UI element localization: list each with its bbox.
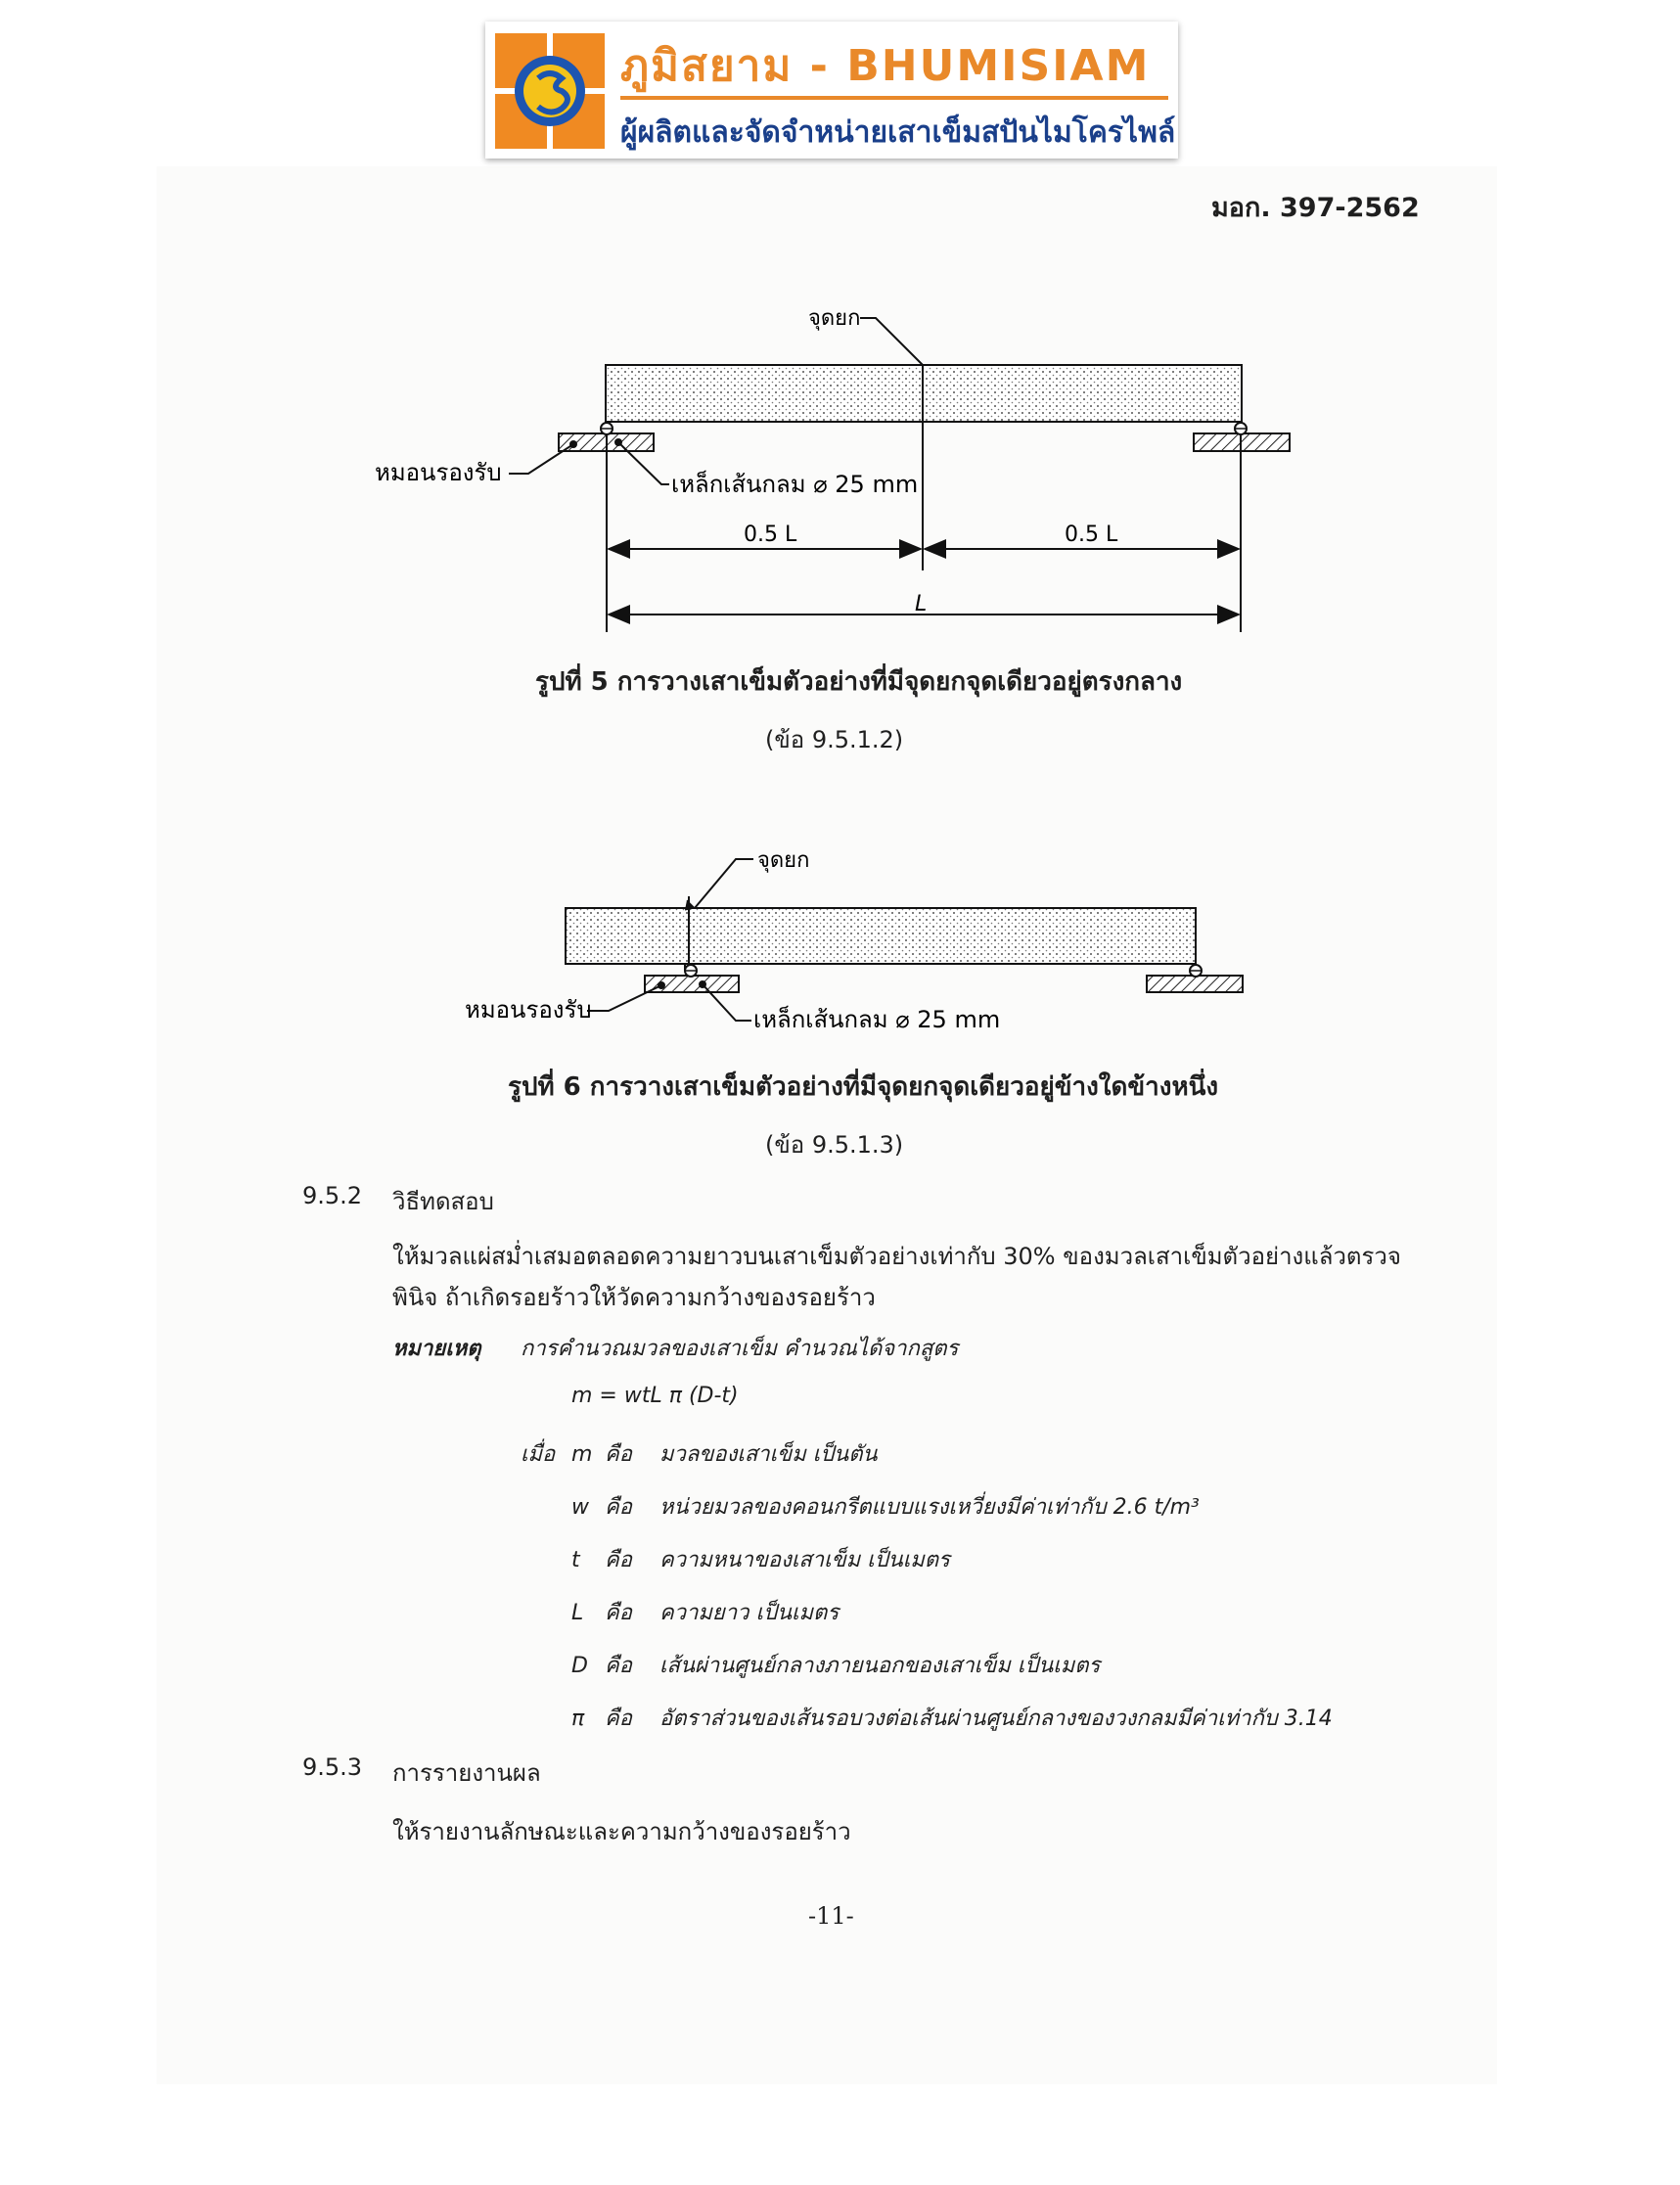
- figure6-support-label: หมอนรองรับ: [465, 996, 592, 1024]
- definition-is: คือ: [605, 1495, 632, 1520]
- definition-is: คือ: [605, 1707, 632, 1731]
- definition-is: คือ: [605, 1654, 632, 1678]
- definition-row: [571, 1595, 839, 1629]
- definition-symbol: w: [571, 1495, 589, 1520]
- page-number: -11-: [808, 1902, 854, 1930]
- definition-meaning: ความยาว เป็นเมตร: [659, 1601, 840, 1625]
- figure5-lift-label: จุดยก: [808, 306, 861, 331]
- mass-formula: m = wtL π (D-t): [571, 1384, 739, 1408]
- definition-meaning: ความหนาของเสาเข็ม เป็นเมตร: [659, 1548, 950, 1572]
- definition-meaning: มวลของเสาเข็ม เป็นตัน: [659, 1442, 878, 1467]
- figure5-steel-bar-label: เหล็กเส้นกลม ⌀ 25 mm: [671, 471, 919, 498]
- figure5-reference: (ข้อ 9.5.1.2): [765, 726, 904, 753]
- definition-symbol: π: [571, 1707, 585, 1731]
- figure5-length-label: L: [915, 592, 928, 616]
- figure6-support-right: [1147, 976, 1243, 992]
- definition-meaning: เส้นผ่านศูนย์กลางภายนอกของเสาเข็ม เป็นเมตร: [659, 1654, 1101, 1678]
- figure5-half-left-label: 0.5 L: [744, 523, 797, 547]
- definition-symbol: m: [571, 1442, 593, 1467]
- definition-row: [571, 1436, 878, 1471]
- definition-row: [571, 1489, 1200, 1524]
- section-952-number: 9.5.2: [302, 1182, 363, 1209]
- note-text: การคำนวณมวลของเสาเข็ม คำนวณได้จากสูตร: [521, 1337, 959, 1361]
- definition-is: คือ: [605, 1548, 632, 1572]
- definition-is: คือ: [605, 1601, 632, 1625]
- standard-number: มอก. 397-2562: [1211, 193, 1420, 223]
- logo-subtitle: ผู้ผลิตและจัดจำหน่ายเสาเข็มสปันไมโครไพล์: [620, 115, 1176, 150]
- definition-is: คือ: [605, 1442, 632, 1467]
- section-952-title: วิธีทดสอบ: [392, 1188, 494, 1215]
- note-label: หมายเหตุ: [392, 1337, 481, 1361]
- figure6-caption: รูปที่ 6 การวางเสาเข็มตัวอย่างที่มีจุดยกจุดเดียวอยู่ข้างใดข้างหนึ่ง: [508, 1072, 1219, 1102]
- definition-symbol: t: [571, 1548, 580, 1572]
- definition-row: [571, 1542, 950, 1576]
- figure6-reference: (ข้อ 9.5.1.3): [765, 1131, 904, 1159]
- figure5-caption: รูปที่ 5 การวางเสาเข็มตัวอย่างที่มีจุดยกจุดเดียวอยู่ตรงกลาง: [535, 667, 1183, 697]
- figure6-diagram: [0, 822, 1680, 1057]
- definition-symbol: L: [571, 1601, 584, 1625]
- definition-symbol: D: [571, 1654, 588, 1678]
- where-label: เมื่อ: [521, 1442, 556, 1467]
- section-952-para-line1: ให้มวลแผ่สม่ำเสมอตลอดความยาวบนเสาเข็มตัวอย่างเท่ากับ 30% ของมวลเสาเข็มตัวอย่างแล้วตรวจ: [392, 1243, 1401, 1270]
- figure5-diagram: [0, 0, 1680, 685]
- section-953-para: ให้รายงานลักษณะและความกว้างของรอยร้าว: [392, 1818, 851, 1845]
- section-952-para-line2: พินิจ ถ้าเกิดรอยร้าวให้วัดความกว้างของรอยร้าว: [392, 1284, 876, 1311]
- figure6-pile: [566, 908, 1196, 964]
- section-953-title: การรายงานผล: [392, 1759, 541, 1787]
- figure6-lift-label: จุดยก: [757, 848, 810, 873]
- section-953-number: 9.5.3: [302, 1753, 363, 1781]
- logo-title: ภูมิสยาม - BHUMISIAM: [620, 41, 1151, 91]
- figure5-half-right-label: 0.5 L: [1065, 523, 1118, 547]
- figure6-steel-bar-label: เหล็กเส้นกลม ⌀ 25 mm: [753, 1006, 1001, 1033]
- definition-row: [571, 1648, 1100, 1682]
- figure5-support-label: หมอนรองรับ: [375, 459, 502, 486]
- definition-row: [571, 1701, 1333, 1735]
- definition-meaning: อัตราส่วนของเส้นรอบวงต่อเส้นผ่านศูนย์กลางของวงกลมมีค่าเท่ากับ 3.14: [659, 1707, 1333, 1731]
- definition-meaning: หน่วยมวลของคอนกรีตแบบแรงเหวี่ยงมีค่าเท่ากับ 2.6 t/m³: [659, 1495, 1200, 1520]
